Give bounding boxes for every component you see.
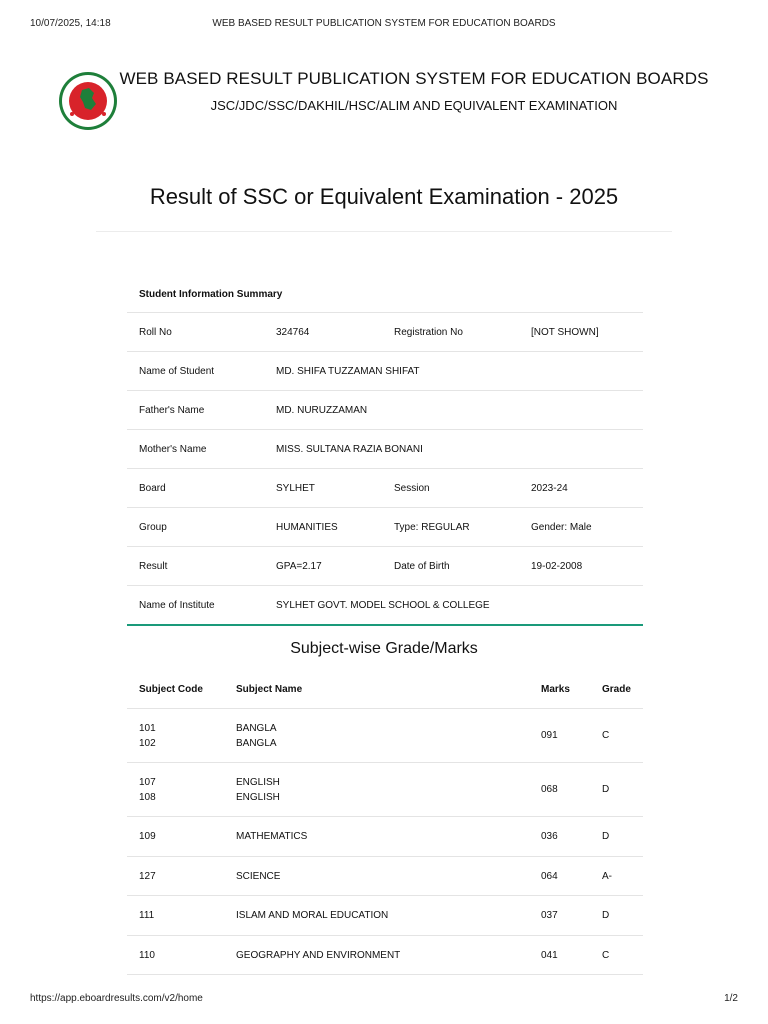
info-row-result	[127, 547, 643, 586]
result-label: Result	[127, 547, 264, 586]
marks: 041	[529, 936, 590, 975]
registration-label: Registration No	[382, 313, 519, 352]
info-row-group	[127, 508, 643, 547]
result-title: Result of SSC or Equivalent Examination - 2025	[149, 184, 619, 209]
name-value: MD. SHIFA TUZZAMAN SHIFAT	[264, 352, 643, 391]
group-label: Group	[127, 508, 264, 547]
info-row-institute	[127, 586, 643, 626]
subject-code: 108	[139, 791, 156, 803]
table-row	[127, 763, 643, 817]
mother-value: MISS. SULTANA RAZIA BONANI	[264, 430, 643, 469]
subject-code-cell	[127, 709, 224, 763]
subject-code: 110	[127, 936, 224, 975]
roll-label: Roll No	[127, 313, 264, 352]
grade: A-	[590, 857, 643, 896]
info-row-mother	[127, 430, 643, 469]
gender-value: Gender: Male	[519, 508, 643, 547]
subject-code: 101	[139, 722, 156, 734]
board-label: Board	[127, 469, 264, 508]
institute-label: Name of Institute	[127, 586, 264, 626]
page-number: 1/2	[724, 993, 738, 1004]
session-value: 2023-24	[519, 469, 643, 508]
student-info-caption-row	[127, 276, 643, 313]
subject-code-cell	[127, 763, 224, 817]
table-row	[127, 936, 643, 975]
info-row-board	[127, 469, 643, 508]
table-row	[127, 709, 643, 763]
subject-code: 102	[139, 737, 156, 749]
roll-value: 324764	[264, 313, 382, 352]
dob-label: Date of Birth	[382, 547, 519, 586]
board-value: SYLHET	[264, 469, 382, 508]
table-row	[127, 857, 643, 896]
page-url: https://app.eboardresults.com/v2/home	[30, 993, 203, 1004]
grade-table	[127, 670, 643, 975]
subject-name: ISLAM AND MORAL EDUCATION	[224, 896, 529, 936]
subject-name-cell	[224, 709, 529, 763]
system-title: WEB BASED RESULT PUBLICATION SYSTEM FOR EDUCATION BOARDS	[119, 69, 709, 88]
subject-code: 109	[127, 817, 224, 857]
student-info-caption: Student Information Summary	[139, 288, 283, 300]
subject-name: MATHEMATICS	[224, 817, 529, 857]
registration-value: [NOT SHOWN]	[519, 313, 643, 352]
subject-name: GEOGRAPHY AND ENVIRONMENT	[224, 936, 529, 975]
subject-name: BANGLA	[236, 722, 277, 734]
name-label: Name of Student	[127, 352, 264, 391]
col-marks: Marks	[541, 683, 570, 695]
grade: C	[590, 709, 643, 763]
col-grade: Grade	[602, 683, 631, 695]
marks: 036	[529, 817, 590, 857]
marks: 091	[529, 709, 590, 763]
divider	[96, 231, 672, 232]
grade: D	[590, 817, 643, 857]
type-value: Type: REGULAR	[382, 508, 519, 547]
subject-name: ENGLISH	[236, 791, 280, 803]
dob-value: 19-02-2008	[519, 547, 643, 586]
print-datetime: 10/07/2025, 14:18	[30, 18, 111, 29]
info-row-name	[127, 352, 643, 391]
session-label: Session	[382, 469, 519, 508]
grade: D	[590, 896, 643, 936]
col-subject-name: Subject Name	[236, 683, 303, 695]
father-value: MD. NURUZZAMAN	[264, 391, 643, 430]
subject-name: BANGLA	[236, 737, 277, 749]
group-value: HUMANITIES	[264, 508, 382, 547]
table-row	[127, 817, 643, 857]
subject-name-cell	[224, 763, 529, 817]
marks: 068	[529, 763, 590, 817]
grade: D	[590, 763, 643, 817]
subject-code: 107	[139, 776, 156, 788]
print-header	[30, 18, 738, 32]
marks: 064	[529, 857, 590, 896]
subject-name: ENGLISH	[236, 776, 280, 788]
col-subject-code: Subject Code	[139, 683, 203, 695]
grade-table-header	[127, 670, 643, 709]
examination-subtitle: JSC/JDC/SSC/DAKHIL/HSC/ALIM AND EQUIVALENT EXAMINATION	[210, 98, 618, 113]
subject-grade-heading: Subject-wise Grade/Marks	[290, 640, 478, 657]
subject-code: 111	[127, 896, 224, 936]
mother-label: Mother's Name	[127, 430, 264, 469]
student-info-table	[127, 276, 643, 626]
print-page-title: WEB BASED RESULT PUBLICATION SYSTEM FOR EDUCATION BOARDS	[212, 18, 556, 29]
result-value: GPA=2.17	[264, 547, 382, 586]
table-row	[127, 896, 643, 936]
grade: C	[590, 936, 643, 975]
institute-value: SYLHET GOVT. MODEL SCHOOL & COLLEGE	[264, 586, 643, 626]
info-row-father	[127, 391, 643, 430]
subject-name: SCIENCE	[224, 857, 529, 896]
subject-code: 127	[127, 857, 224, 896]
marks: 037	[529, 896, 590, 936]
father-label: Father's Name	[127, 391, 264, 430]
info-row-roll	[127, 313, 643, 352]
